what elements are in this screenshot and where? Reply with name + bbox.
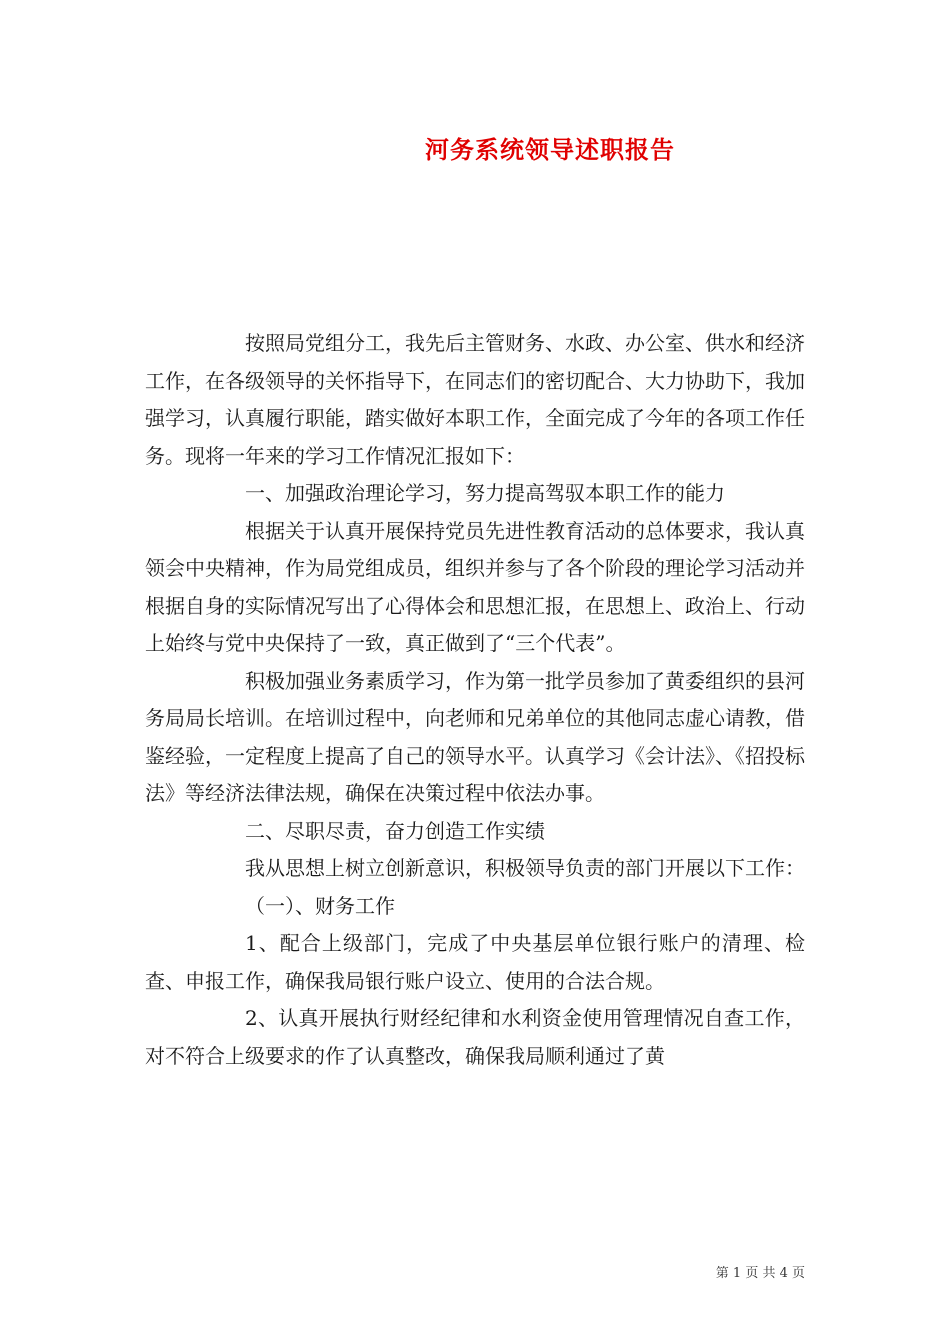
list-item-1: 1、配合上级部门，完成了中央基层单位银行账户的清理、检查、申报工作，确保我局银行账户设立、使用的合法合规。 [145, 931, 805, 993]
paragraph-intro: 按照局党组分工，我先后主管财务、水政、办公室、供水和经济工作，在各级领导的关怀指导下，在同志们的密切配合、大力协助下，我加强学习，认真履行职能，踏实做好本职工作，全面完成了今年的各项工作任务。现将一年来的学习工作情况汇报如下： [145, 331, 805, 468]
page-number: 第 1 页 共 4 页 [715, 1266, 805, 1281]
document-body [145, 325, 805, 1075]
paragraph-political-study: 根据关于认真开展保持党员先进性教育活动的总体要求，我认真领会中央精神，作为局党组成员，组织并参与了各个阶段的理论学习活动并根据自身的实际情况写出了心得体会和思想汇报，在思想上、政治上、行动上始终与党中央保持了一致，真正做到了“三个代表”。 [145, 518, 805, 655]
paragraph-professional-study: 积极加强业务素质学习，作为第一批学员参加了黄委组织的县河务局局长培训。在培训过程中，向老师和兄弟单位的其他同志虚心请教，借鉴经验，一定程度上提高了自己的领导水平。认真学习《会计法》、《招投标法》等经济法律法规，确保在决策过程中依法办事。 [145, 668, 805, 805]
section-heading-1: 一、加强政治理论学习，努力提高驾驭本职工作的能力 [245, 481, 725, 505]
section-heading-2: 二、尽职尽责，奋力创造工作实绩 [245, 818, 545, 843]
subsection-heading-finance: （一）、财务工作 [245, 893, 395, 918]
document-title: 河务系统领导述职报告 [425, 135, 675, 164]
list-item-2: 2、认真开展执行财经纪律和水利资金使用管理情况自查工作，对不符合上级要求的作了认真整改，确保我局顺利通过了黄 [145, 1006, 805, 1068]
paragraph-innovation: 我从思想上树立创新意识，积极领导负责的部门开展以下工作： [245, 856, 805, 880]
